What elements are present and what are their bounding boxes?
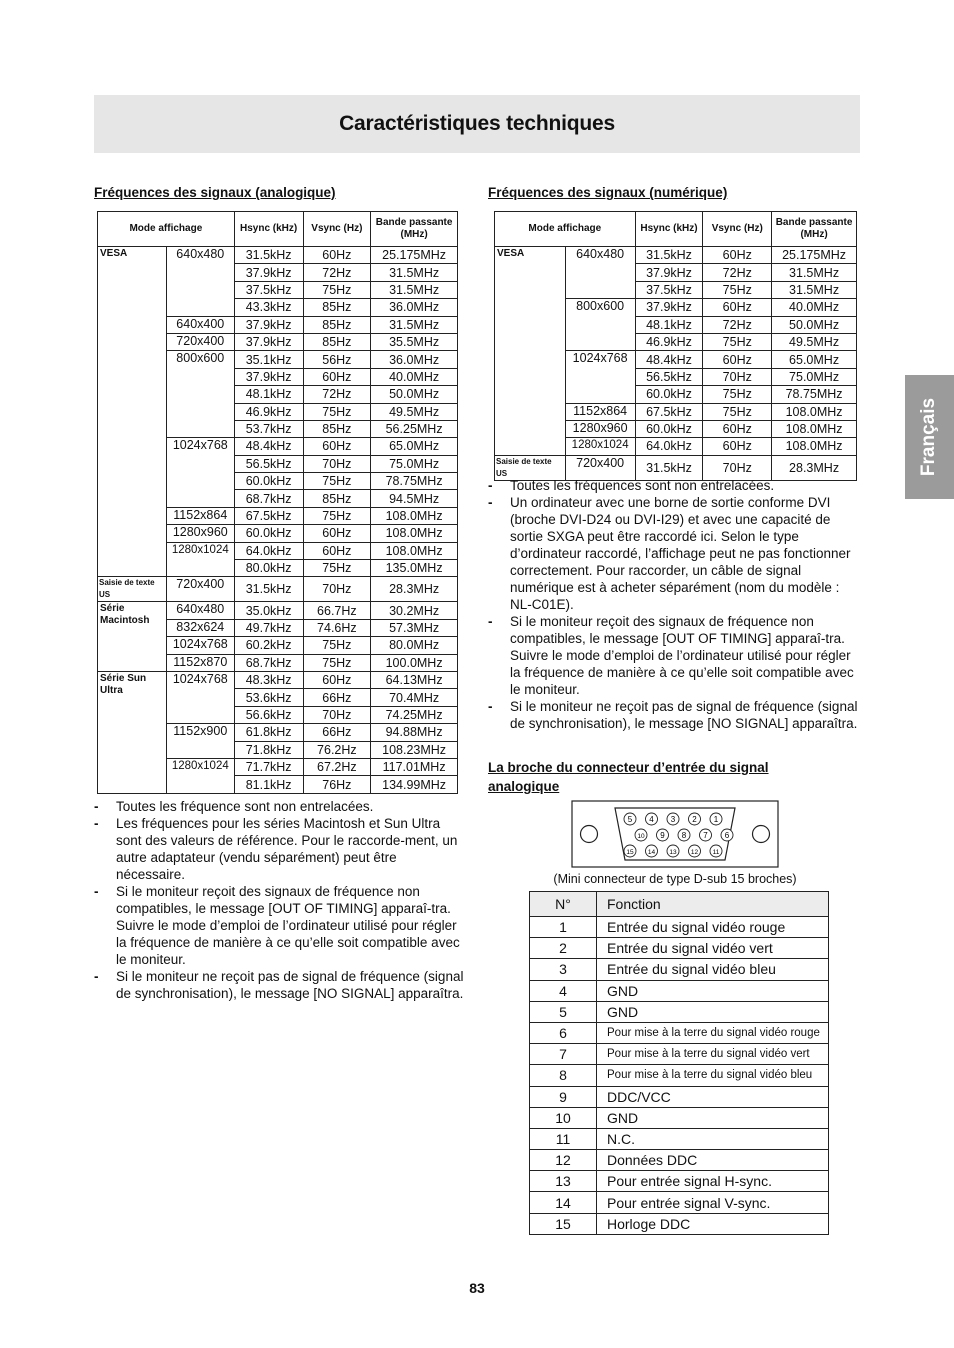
hsync-cell: 68.7kHz bbox=[234, 654, 303, 671]
bandwidth-cell: 25.175MHz bbox=[371, 247, 458, 264]
note-item: - Si le moniteur ne reçoit pas de signal de fréquence (signal de synchronisation), le message [NO SIGNAL] apparaîtra. bbox=[488, 698, 862, 732]
pin-function-cell: Entrée du signal vidéo vert bbox=[597, 938, 829, 959]
bandwidth-cell: 108.23MHz bbox=[371, 741, 458, 758]
mode-label: 1152x864 bbox=[166, 507, 234, 524]
page-number: 83 bbox=[469, 1280, 485, 1296]
pin-function-cell: Pour entrée signal V-sync. bbox=[597, 1192, 829, 1213]
pin-function-cell: Pour entrée signal H-sync. bbox=[597, 1171, 829, 1192]
bandwidth-cell: 64.13MHz bbox=[371, 671, 458, 688]
hsync-cell: 48.3kHz bbox=[234, 671, 303, 688]
pin-number-cell: 6 bbox=[530, 1022, 597, 1043]
header-vsync: Vsync (Hz) bbox=[303, 212, 371, 247]
pin-function-cell: Entrée du signal vidéo rouge bbox=[597, 917, 829, 938]
table-header-row bbox=[98, 212, 458, 247]
hsync-cell: 80.0kHz bbox=[234, 560, 303, 577]
bandwidth-cell: 108.0MHz bbox=[772, 420, 857, 437]
mode-label: 800x600 bbox=[166, 351, 234, 438]
vsync-cell: 85Hz bbox=[303, 490, 371, 507]
vsync-cell: 60Hz bbox=[303, 542, 371, 559]
vsync-cell: 70Hz bbox=[303, 706, 371, 723]
pin-row bbox=[530, 1001, 829, 1022]
pin-function-cell: Pour mise à la terre du signal vidéo vert bbox=[597, 1044, 829, 1065]
vsync-cell: 60Hz bbox=[703, 438, 772, 455]
hsync-cell: 60.0kHz bbox=[635, 386, 703, 403]
header-vsync: Vsync (Hz) bbox=[703, 212, 772, 247]
bandwidth-cell: 65.0MHz bbox=[371, 438, 458, 455]
hsync-cell: 35.1kHz bbox=[234, 351, 303, 368]
header-hsync: Hsync (kHz) bbox=[635, 212, 703, 247]
mode-label: 720x400 bbox=[166, 333, 234, 350]
pin-number-cell: 12 bbox=[530, 1150, 597, 1171]
pin-number-cell: 13 bbox=[530, 1171, 597, 1192]
vsync-cell: 75Hz bbox=[303, 560, 371, 577]
header-hsync: Hsync (kHz) bbox=[234, 212, 303, 247]
pin-row bbox=[530, 1022, 829, 1043]
bandwidth-cell: 36.0MHz bbox=[371, 299, 458, 316]
table-row bbox=[98, 602, 458, 619]
pin-number-cell: 8 bbox=[530, 1065, 597, 1086]
bandwidth-cell: 35.5MHz bbox=[371, 333, 458, 350]
bandwidth-cell: 78.75MHz bbox=[772, 386, 857, 403]
vsync-cell: 70Hz bbox=[303, 455, 371, 472]
analog-frequency-table bbox=[97, 211, 458, 794]
pin-number: 9 bbox=[660, 830, 665, 840]
bandwidth-cell: 49.5MHz bbox=[772, 333, 857, 350]
mounting-hole-left bbox=[581, 826, 598, 843]
mode-label: 640x400 bbox=[166, 316, 234, 333]
vsync-cell: 85Hz bbox=[303, 299, 371, 316]
pin-number-header: N° bbox=[530, 892, 597, 917]
header-bandwidth: Bande passante (MHz) bbox=[772, 212, 857, 247]
hsync-cell: 53.7kHz bbox=[234, 420, 303, 437]
vsync-cell: 85Hz bbox=[303, 316, 371, 333]
mode-label: 640x480 bbox=[565, 247, 635, 299]
pin-row bbox=[530, 938, 829, 959]
mode-label: 1280x1024 bbox=[166, 758, 234, 793]
bandwidth-cell: 100.0MHz bbox=[371, 654, 458, 671]
hsync-cell: 48.4kHz bbox=[635, 351, 703, 368]
connector-caption: (Mini connecteur de type D-sub 15 broches) bbox=[553, 872, 797, 886]
bandwidth-cell: 40.0MHz bbox=[371, 368, 458, 385]
pin-number-cell: 15 bbox=[530, 1213, 597, 1234]
digital-heading: Fréquences des signaux (numérique) bbox=[488, 185, 728, 200]
pin-number-cell: 9 bbox=[530, 1086, 597, 1107]
pin-table-header bbox=[530, 892, 829, 917]
hsync-cell: 64.0kHz bbox=[234, 542, 303, 559]
bandwidth-cell: 75.0MHz bbox=[772, 368, 857, 385]
vsync-cell: 70Hz bbox=[303, 577, 371, 602]
bandwidth-cell: 108.0MHz bbox=[371, 525, 458, 542]
analog-heading: Fréquences des signaux (analogique) bbox=[94, 185, 336, 200]
hsync-cell: 56.5kHz bbox=[234, 455, 303, 472]
vsync-cell: 72Hz bbox=[303, 264, 371, 281]
pin-number: 6 bbox=[724, 830, 730, 840]
mode-label: 720x400 bbox=[166, 577, 234, 602]
pin-function-cell: GND bbox=[597, 1001, 829, 1022]
bandwidth-cell: 36.0MHz bbox=[371, 351, 458, 368]
analog-notes bbox=[94, 798, 466, 1002]
bandwidth-cell: 108.0MHz bbox=[371, 542, 458, 559]
bandwidth-cell: 31.5MHz bbox=[371, 316, 458, 333]
pin-number: 4 bbox=[649, 814, 654, 824]
pin-number: 1 bbox=[713, 814, 719, 824]
hsync-cell: 31.5kHz bbox=[635, 247, 703, 264]
hsync-cell: 60.0kHz bbox=[234, 525, 303, 542]
vsync-cell: 75Hz bbox=[703, 333, 772, 350]
pin-function-header: Fonction bbox=[597, 892, 829, 917]
bandwidth-cell: 80.0MHz bbox=[371, 637, 458, 654]
vsync-cell: 75Hz bbox=[703, 281, 772, 298]
hsync-cell: 31.5kHz bbox=[234, 577, 303, 602]
vsync-cell: 66.7Hz bbox=[303, 602, 371, 619]
hsync-cell: 37.5kHz bbox=[635, 281, 703, 298]
vsync-cell: 75Hz bbox=[303, 281, 371, 298]
pin-number: 3 bbox=[670, 814, 676, 824]
vsync-cell: 75Hz bbox=[303, 637, 371, 654]
vsync-cell: 75Hz bbox=[303, 654, 371, 671]
hsync-cell: 81.1kHz bbox=[234, 776, 303, 793]
hsync-cell: 43.3kHz bbox=[234, 299, 303, 316]
vsync-cell: 60Hz bbox=[703, 299, 772, 316]
table-row bbox=[98, 577, 458, 602]
pin-number: 8 bbox=[681, 830, 687, 840]
hsync-cell: 31.5kHz bbox=[234, 247, 303, 264]
vsync-cell: 75Hz bbox=[303, 473, 371, 490]
hsync-cell: 37.5kHz bbox=[234, 281, 303, 298]
pin-number-cell: 3 bbox=[530, 959, 597, 980]
vsync-cell: 66Hz bbox=[303, 689, 371, 706]
hsync-cell: 35.0kHz bbox=[234, 602, 303, 619]
mode-label: 1024x768 bbox=[166, 438, 234, 508]
vsync-cell: 60Hz bbox=[703, 420, 772, 437]
mode-label: 1280x960 bbox=[565, 420, 635, 437]
pin-row bbox=[530, 1213, 829, 1234]
pin-function-cell: Données DDC bbox=[597, 1150, 829, 1171]
vsync-cell: 66Hz bbox=[303, 724, 371, 741]
bandwidth-cell: 94.5MHz bbox=[371, 490, 458, 507]
pin-number-cell: 5 bbox=[530, 1001, 597, 1022]
pin-function-cell: N.C. bbox=[597, 1128, 829, 1149]
vsync-cell: 72Hz bbox=[703, 264, 772, 281]
bandwidth-cell: 31.5MHz bbox=[371, 264, 458, 281]
bandwidth-cell: 50.0MHz bbox=[371, 386, 458, 403]
note-item: - Toutes les fréquence sont non entrelacées. bbox=[94, 798, 466, 815]
mode-label: 1024x768 bbox=[166, 637, 234, 654]
bandwidth-cell: 78.75MHz bbox=[371, 473, 458, 490]
pin-row bbox=[530, 959, 829, 980]
vsync-cell: 72Hz bbox=[303, 386, 371, 403]
bandwidth-cell: 135.0MHz bbox=[371, 560, 458, 577]
pin-number: 5 bbox=[627, 814, 633, 824]
hsync-cell: 48.4kHz bbox=[234, 438, 303, 455]
hsync-cell: 53.6kHz bbox=[234, 689, 303, 706]
bandwidth-cell: 49.5MHz bbox=[371, 403, 458, 420]
vsync-cell: 75Hz bbox=[303, 403, 371, 420]
hsync-cell: 60.0kHz bbox=[234, 473, 303, 490]
bandwidth-cell: 74.25MHz bbox=[371, 706, 458, 723]
vsync-cell: 72Hz bbox=[703, 316, 772, 333]
group-label: Saisie de texte US bbox=[98, 577, 167, 602]
bandwidth-cell: 117.01MHz bbox=[371, 758, 458, 775]
mode-label: 832x624 bbox=[166, 619, 234, 636]
bandwidth-cell: 28.3MHz bbox=[772, 455, 857, 480]
pin-number-cell: 1 bbox=[530, 917, 597, 938]
group-label: VESA bbox=[98, 247, 167, 577]
pin-number-cell: 7 bbox=[530, 1044, 597, 1065]
dsub-connector-diagram bbox=[571, 800, 779, 868]
mode-label: 640x480 bbox=[166, 602, 234, 619]
hsync-cell: 37.9kHz bbox=[234, 333, 303, 350]
group-label: VESA bbox=[495, 247, 566, 456]
pin-row bbox=[530, 1128, 829, 1149]
mode-label: 1152x870 bbox=[166, 654, 234, 671]
mode-label: 1280x1024 bbox=[565, 438, 635, 455]
pin-number: 13 bbox=[669, 848, 677, 856]
pin-number: 15 bbox=[626, 848, 634, 856]
vsync-cell: 67.2Hz bbox=[303, 758, 371, 775]
hsync-cell: 67.5kHz bbox=[234, 507, 303, 524]
pin-number-cell: 14 bbox=[530, 1192, 597, 1213]
pin-row bbox=[530, 1107, 829, 1128]
hsync-cell: 60.2kHz bbox=[234, 637, 303, 654]
mode-label: 1152x864 bbox=[565, 403, 635, 420]
header-mode: Mode affichage bbox=[98, 212, 235, 247]
table-row bbox=[98, 671, 458, 688]
bandwidth-cell: 56.25MHz bbox=[371, 420, 458, 437]
bandwidth-cell: 31.5MHz bbox=[772, 264, 857, 281]
bandwidth-cell: 65.0MHz bbox=[772, 351, 857, 368]
bandwidth-cell: 28.3MHz bbox=[371, 577, 458, 602]
group-label: Série Sun Ultra bbox=[98, 671, 167, 793]
pin-number: 12 bbox=[690, 848, 699, 856]
hsync-cell: 37.9kHz bbox=[635, 264, 703, 281]
pin-number: 2 bbox=[692, 814, 697, 824]
mode-label: 1152x900 bbox=[166, 724, 234, 759]
mode-label: 800x600 bbox=[565, 299, 635, 351]
pin-function-cell: Entrée du signal vidéo bleu bbox=[597, 959, 829, 980]
digital-frequency-table bbox=[494, 211, 857, 481]
hsync-cell: 56.6kHz bbox=[234, 706, 303, 723]
header-bandwidth: Bande passante (MHz) bbox=[371, 212, 458, 247]
pin-row bbox=[530, 1065, 829, 1086]
hsync-cell: 64.0kHz bbox=[635, 438, 703, 455]
vsync-cell: 60Hz bbox=[703, 247, 772, 264]
digital-notes bbox=[488, 477, 862, 732]
pin-row bbox=[530, 1171, 829, 1192]
vsync-cell: 60Hz bbox=[703, 351, 772, 368]
bandwidth-cell: 108.0MHz bbox=[371, 507, 458, 524]
hsync-cell: 48.1kHz bbox=[635, 316, 703, 333]
vsync-cell: 60Hz bbox=[303, 671, 371, 688]
vsync-cell: 60Hz bbox=[303, 525, 371, 542]
hsync-cell: 46.9kHz bbox=[234, 403, 303, 420]
bandwidth-cell: 30.2MHz bbox=[371, 602, 458, 619]
vsync-cell: 76Hz bbox=[303, 776, 371, 793]
pin-function-cell: DDC/VCC bbox=[597, 1086, 829, 1107]
vsync-cell: 74.6Hz bbox=[303, 619, 371, 636]
vsync-cell: 60Hz bbox=[303, 247, 371, 264]
pin-number: 11 bbox=[712, 848, 720, 856]
vsync-cell: 75Hz bbox=[703, 386, 772, 403]
mode-label: 1024x768 bbox=[565, 351, 635, 403]
hsync-cell: 49.7kHz bbox=[234, 619, 303, 636]
group-label: Série Macintosh bbox=[98, 602, 167, 672]
hsync-cell: 60.0kHz bbox=[635, 420, 703, 437]
vsync-cell: 70Hz bbox=[703, 368, 772, 385]
bandwidth-cell: 31.5MHz bbox=[371, 281, 458, 298]
pin-function-cell: Horloge DDC bbox=[597, 1213, 829, 1234]
pin-function-table bbox=[529, 891, 829, 1235]
pin-row bbox=[530, 1086, 829, 1107]
language-tab bbox=[905, 375, 954, 499]
pin-function-cell: Pour mise à la terre du signal vidéo rouge bbox=[597, 1022, 829, 1043]
bandwidth-cell: 31.5MHz bbox=[772, 281, 857, 298]
vsync-cell: 85Hz bbox=[303, 333, 371, 350]
bandwidth-cell: 57.3MHz bbox=[371, 619, 458, 636]
bandwidth-cell: 70.4MHz bbox=[371, 689, 458, 706]
pin-number-cell: 10 bbox=[530, 1107, 597, 1128]
note-item: - Si le moniteur ne reçoit pas de signal de fréquence (signal de synchronisation), le message [NO SIGNAL] apparaîtra. bbox=[94, 968, 466, 1002]
vsync-cell: 75Hz bbox=[303, 507, 371, 524]
mode-label: 1024x768 bbox=[166, 671, 234, 723]
connector-heading: La broche du connecteur d’entrée du signal analogique bbox=[488, 760, 769, 794]
note-item: - Toutes les fréquences sont non entrelacées. bbox=[488, 477, 862, 494]
group-label: Saisie de texte US bbox=[495, 455, 566, 480]
pin-function-cell: GND bbox=[597, 980, 829, 1001]
vsync-cell: 76.2Hz bbox=[303, 741, 371, 758]
pin-row bbox=[530, 1192, 829, 1213]
pin-row bbox=[530, 1044, 829, 1065]
language-tab-label: Français bbox=[918, 397, 940, 477]
bandwidth-cell: 108.0MHz bbox=[772, 438, 857, 455]
hsync-cell: 67.5kHz bbox=[635, 403, 703, 420]
hsync-cell: 37.9kHz bbox=[234, 264, 303, 281]
note-item: - Les fréquences pour les séries Macintosh et Sun Ultra sont des valeurs de référence. Pour le raccorde-ment, un autre adaptateur (vendu séparément) peut être nécessaire. bbox=[94, 815, 466, 883]
bandwidth-cell: 108.0MHz bbox=[772, 403, 857, 420]
mounting-hole-right bbox=[753, 826, 770, 843]
table-row bbox=[495, 247, 857, 264]
hsync-cell: 71.8kHz bbox=[234, 741, 303, 758]
page-title: Caractéristiques techniques bbox=[339, 112, 615, 135]
note-item: - Si le moniteur reçoit des signaux de fréquence non compatibles, le message [OUT OF TIMING] apparaî-tra. Suivre le mode d’emploi de l’ordinateur utilisé pour régler la fréquence de manière à ce qu’elle soit compatible avec le moniteur. bbox=[94, 883, 466, 968]
hsync-cell: 61.8kHz bbox=[234, 724, 303, 741]
vsync-cell: 60Hz bbox=[303, 368, 371, 385]
pin-number: 7 bbox=[703, 830, 708, 840]
hsync-cell: 31.5kHz bbox=[635, 455, 703, 480]
mode-label: 720x400 bbox=[565, 455, 635, 480]
bandwidth-cell: 40.0MHz bbox=[772, 299, 857, 316]
title-banner bbox=[94, 95, 860, 153]
note-item: - Un ordinateur avec une borne de sortie conforme DVI (broche DVI-D24 ou DVI-I29) et avec une capacité de sortie SXGA peut être raccordé ici. Selon le type d’ordinateur raccordé, l’affichage peut ne pas fonctionner correctement. Pour raccorder, un câble de signal numérique est à acheter séparément (nom du modèle : NL-C01E). bbox=[488, 494, 862, 613]
bandwidth-cell: 50.0MHz bbox=[772, 316, 857, 333]
pin-row bbox=[530, 917, 829, 938]
hsync-cell: 46.9kHz bbox=[635, 333, 703, 350]
mode-label: 640x480 bbox=[166, 247, 234, 317]
table-header-row bbox=[495, 212, 857, 247]
hsync-cell: 68.7kHz bbox=[234, 490, 303, 507]
pin-number-cell: 4 bbox=[530, 980, 597, 1001]
table-row bbox=[98, 247, 458, 264]
bandwidth-cell: 134.99MHz bbox=[371, 776, 458, 793]
pin-function-cell: GND bbox=[597, 1107, 829, 1128]
hsync-cell: 56.5kHz bbox=[635, 368, 703, 385]
bandwidth-cell: 75.0MHz bbox=[371, 455, 458, 472]
mode-label: 1280x1024 bbox=[166, 542, 234, 577]
bandwidth-cell: 94.88MHz bbox=[371, 724, 458, 741]
vsync-cell: 85Hz bbox=[303, 420, 371, 437]
vsync-cell: 56Hz bbox=[303, 351, 371, 368]
header-mode: Mode affichage bbox=[495, 212, 636, 247]
hsync-cell: 71.7kHz bbox=[234, 758, 303, 775]
hsync-cell: 37.9kHz bbox=[635, 299, 703, 316]
vsync-cell: 60Hz bbox=[303, 438, 371, 455]
hsync-cell: 48.1kHz bbox=[234, 386, 303, 403]
mode-label: 1280x960 bbox=[166, 525, 234, 542]
pin-number: 10 bbox=[637, 832, 645, 840]
hsync-cell: 37.9kHz bbox=[234, 316, 303, 333]
vsync-cell: 75Hz bbox=[703, 403, 772, 420]
pin-row bbox=[530, 1150, 829, 1171]
pin-number-cell: 2 bbox=[530, 938, 597, 959]
pin-row bbox=[530, 980, 829, 1001]
pin-number: 14 bbox=[647, 848, 656, 856]
bandwidth-cell: 25.175MHz bbox=[772, 247, 857, 264]
hsync-cell: 37.9kHz bbox=[234, 368, 303, 385]
pin-function-cell: Pour mise à la terre du signal vidéo bleu bbox=[597, 1065, 829, 1086]
vsync-cell: 70Hz bbox=[703, 455, 772, 480]
note-item: - Si le moniteur reçoit des signaux de fréquence non compatibles, le message [OUT OF TIMING] apparaî-tra. Suivre le mode d’emploi de l’ordinateur utilisé pour régler la fréquence de manière à ce qu’elle soit compatible avec le moniteur. bbox=[488, 613, 862, 698]
pin-number-cell: 11 bbox=[530, 1128, 597, 1149]
